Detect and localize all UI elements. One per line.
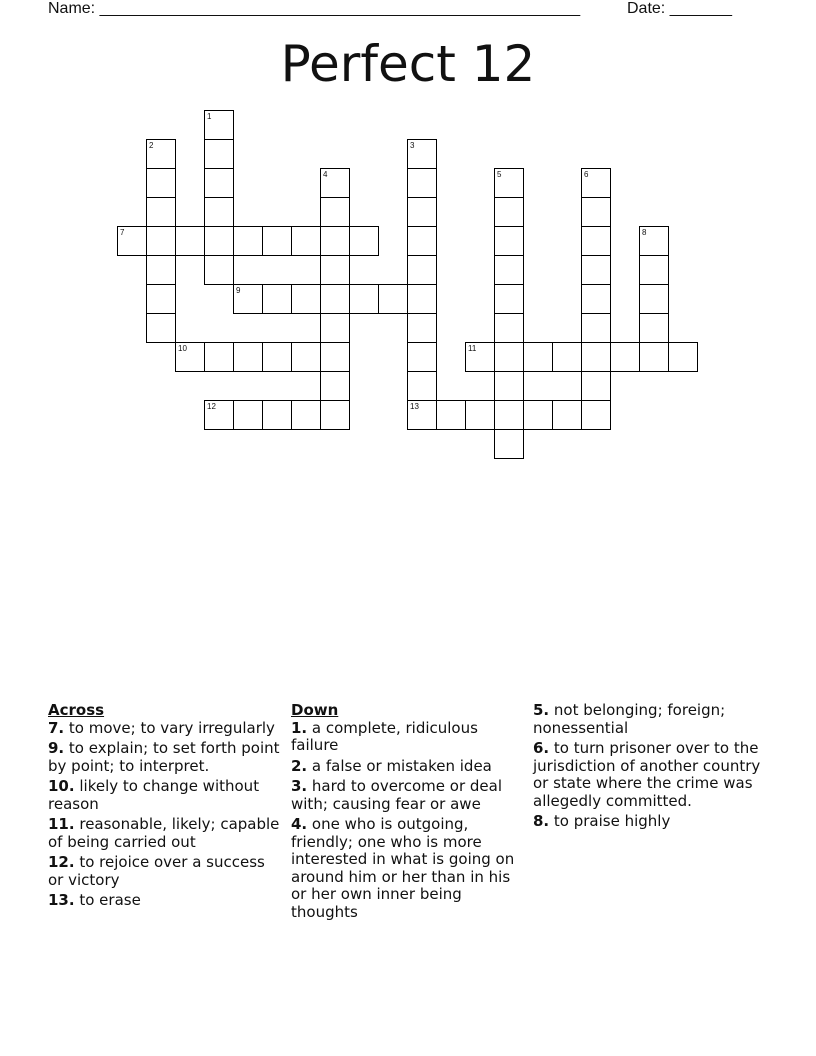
cell-number: 4 [323,170,328,179]
crossword-cell[interactable] [233,226,263,256]
crossword-cell[interactable] [407,255,437,285]
crossword-cell[interactable] [581,255,611,285]
clue-across-9 [48,740,280,775]
crossword-cell[interactable] [291,284,321,314]
crossword-cell[interactable] [494,226,524,256]
clue-text: to turn prisoner over to the jurisdiction of another country or state where the crime was allegedly committed. [533,739,761,810]
crossword-cell[interactable] [494,284,524,314]
crossword-cell[interactable] [639,342,669,372]
clue-text: to explain; to set forth point by point; to interpret. [48,739,280,775]
crossword-cell[interactable] [407,371,437,401]
crossword-cell[interactable] [378,284,408,314]
crossword-cell[interactable] [262,342,292,372]
crossword-cell[interactable] [494,197,524,227]
clue-number: 11. [48,815,75,833]
clue-down-1 [291,720,527,755]
clue-number: 5. [533,701,550,719]
clue-text: to praise highly [553,812,671,830]
crossword-cell[interactable] [349,226,379,256]
crossword-cell[interactable] [668,342,698,372]
crossword-cell[interactable] [320,400,350,430]
clue-number: 1. [291,718,308,737]
crossword-cell[interactable] [610,342,640,372]
clue-text: not belonging; foreign; nonessential [533,701,726,737]
clue-across-11 [48,816,280,851]
crossword-cell[interactable] [581,371,611,401]
crossword-grid [0,0,816,470]
crossword-cell[interactable] [204,255,234,285]
crossword-cell[interactable] [233,400,263,430]
cell-number: 7 [120,228,125,237]
crossword-cell[interactable] [494,168,524,198]
crossword-cell[interactable] [494,313,524,343]
cell-number: 2 [149,141,154,150]
cell-number: 6 [584,170,589,179]
crossword-cell[interactable] [146,313,176,343]
crossword-cell[interactable] [233,284,263,314]
crossword-cell[interactable] [407,313,437,343]
clue-number: 2. [291,756,308,775]
crossword-cell[interactable] [523,400,553,430]
page-title: Perfect 12 [280,35,536,93]
crossword-cell[interactable] [407,284,437,314]
crossword-cell[interactable] [262,400,292,430]
crossword-cell[interactable] [494,429,524,459]
clue-across-12 [48,854,280,889]
clue-number: 6. [533,739,550,757]
crossword-cell[interactable] [291,342,321,372]
clue-text: to move; to vary irregularly [68,718,275,737]
crossword-cell[interactable] [436,400,466,430]
crossword-cell[interactable] [291,400,321,430]
crossword-cell[interactable] [552,342,582,372]
crossword-cell[interactable] [407,139,437,169]
crossword-cell[interactable] [639,284,669,314]
crossword-cell[interactable] [407,197,437,227]
crossword-cell[interactable] [320,255,350,285]
crossword-cell[interactable] [494,371,524,401]
crossword-cell[interactable] [146,197,176,227]
clue-down-4 [291,816,527,921]
crossword-cell[interactable] [494,342,524,372]
crossword-cell[interactable] [175,342,205,372]
crossword-cell[interactable] [320,342,350,372]
crossword-cell[interactable] [204,342,234,372]
clue-text: hard to overcome or deal with; causing fear or awe [291,777,503,813]
cell-number: 1 [207,112,212,121]
clue-text: one who is outgoing, friendly; one who is more interested in what is going on around him or her than in his or her own inner being thoughts [291,815,515,921]
crossword-cell[interactable] [320,371,350,401]
clue-down-8 [533,813,773,831]
cell-number: 10 [178,344,187,353]
across-clues [48,702,280,913]
clue-number: 7. [48,718,65,737]
crossword-cell[interactable] [204,226,234,256]
down-clues-continued [533,702,773,834]
crossword-cell[interactable] [204,197,234,227]
crossword-cell[interactable] [146,226,176,256]
cell-number: 5 [497,170,502,179]
clue-number: 10. [48,777,75,795]
crossword-cell[interactable] [146,284,176,314]
down-heading: Down [291,701,339,719]
across-heading: Across [48,701,105,719]
crossword-cell[interactable] [262,226,292,256]
clue-text: to erase [79,891,141,909]
clue-number: 12. [48,853,75,871]
crossword-cell[interactable] [581,168,611,198]
down-clues [291,702,527,924]
name-field-label: Name: ______________________________________________________ [48,0,581,17]
crossword-cell[interactable] [146,168,176,198]
crossword-cell[interactable] [262,284,292,314]
crossword-cell[interactable] [320,197,350,227]
crossword-cell[interactable] [204,139,234,169]
crossword-cell[interactable] [552,400,582,430]
date-field-label: Date: _______ [627,0,732,17]
crossword-cell[interactable] [320,226,350,256]
clue-number: 4. [291,815,308,833]
crossword-cell[interactable] [639,255,669,285]
crossword-cell[interactable] [465,400,495,430]
crossword-cell[interactable] [204,110,234,140]
crossword-cell[interactable] [407,168,437,198]
cell-number: 11 [468,344,477,353]
crossword-cell[interactable] [494,400,524,430]
crossword-cell[interactable] [204,400,234,430]
clue-across-13 [48,892,280,910]
crossword-cell[interactable] [291,226,321,256]
clue-down-5 [533,702,773,737]
clue-text: a false or mistaken idea [311,756,492,775]
crossword-cell[interactable] [233,342,263,372]
clue-text: to rejoice over a success or victory [48,853,265,889]
crossword-cell[interactable] [523,342,553,372]
clue-down-2 [291,758,527,776]
crossword-cell[interactable] [117,226,147,256]
crossword-cell[interactable] [204,168,234,198]
crossword-cell[interactable] [581,313,611,343]
clue-text: a complete, ridiculous failure [291,718,478,754]
clue-number: 8. [533,812,550,830]
crossword-cell[interactable] [581,226,611,256]
clue-down-6 [533,740,773,810]
clue-number: 13. [48,891,75,909]
crossword-cell[interactable] [407,226,437,256]
crossword-cell[interactable] [407,400,437,430]
clue-down-3 [291,778,527,813]
crossword-cell[interactable] [320,313,350,343]
clue-number: 3. [291,777,308,795]
crossword-cell[interactable] [320,168,350,198]
crossword-cell[interactable] [639,313,669,343]
crossword-cell[interactable] [175,226,205,256]
crossword-cell[interactable] [407,342,437,372]
clue-text: likely to change without reason [48,777,260,813]
crossword-cell[interactable] [581,284,611,314]
cell-number: 8 [642,228,647,237]
crossword-cell[interactable] [146,255,176,285]
crossword-cell[interactable] [465,342,495,372]
cell-number: 9 [236,286,241,295]
clue-text: reasonable, likely; capable of being carried out [48,815,280,851]
crossword-cell[interactable] [581,400,611,430]
clue-across-7 [48,720,280,738]
cell-number: 12 [207,402,216,411]
crossword-cell[interactable] [349,284,379,314]
crossword-cell[interactable] [146,139,176,169]
cell-number: 13 [410,402,419,411]
crossword-cell[interactable] [639,226,669,256]
crossword-cell[interactable] [581,342,611,372]
clue-number: 9. [48,739,65,757]
crossword-cell[interactable] [581,197,611,227]
cell-number: 3 [410,141,415,150]
crossword-cell[interactable] [494,255,524,285]
clue-across-10 [48,778,280,813]
crossword-cell[interactable] [320,284,350,314]
